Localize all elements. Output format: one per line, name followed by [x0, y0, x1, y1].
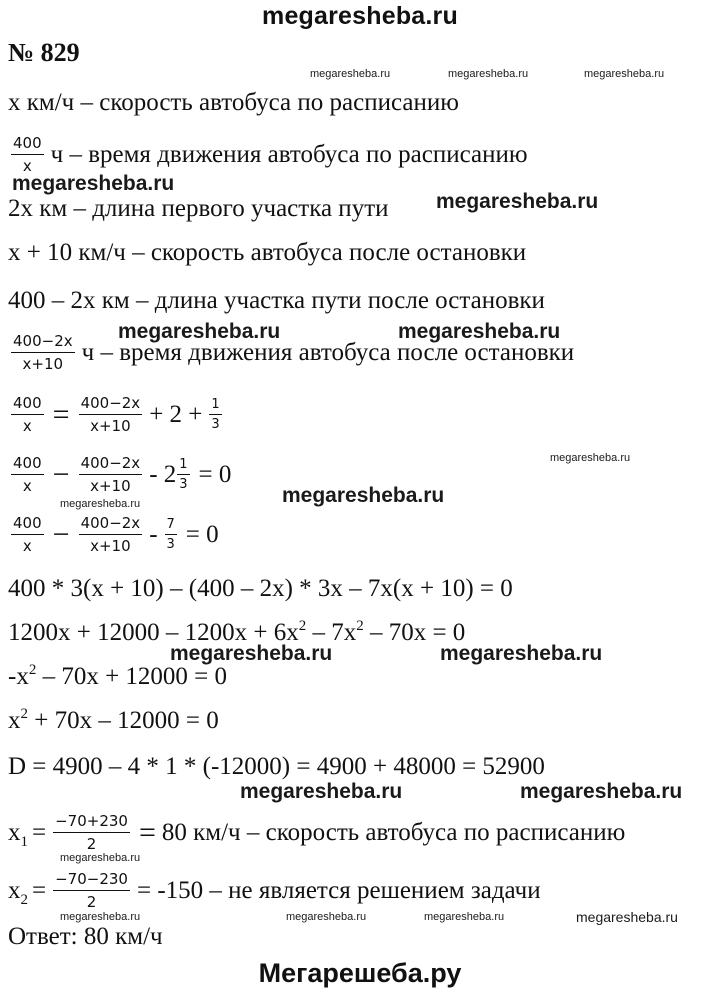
numerator: 1: [177, 457, 189, 475]
line-text: ч – время движения автобуса по расписанию: [50, 140, 528, 168]
line-text: 80 км/ч – скорость автобуса по расписанию: [161, 818, 626, 846]
line-text: - 2: [149, 460, 177, 488]
numerator: 1: [209, 397, 221, 415]
problem-number: № 829: [8, 38, 80, 67]
numerator: 400: [11, 454, 44, 475]
line-quadratic: [8, 706, 219, 736]
watermark: megaresheba.ru: [170, 642, 333, 665]
numerator: 400−2x: [11, 332, 75, 353]
fraction: [11, 454, 44, 495]
line-text: = 0: [185, 520, 219, 548]
numerator: 400: [11, 134, 44, 155]
line-first-segment: [8, 194, 389, 224]
fraction: [11, 134, 44, 175]
watermark: megaresheba.ru: [60, 852, 141, 864]
denominator: x+10: [22, 355, 64, 373]
denominator: 3: [179, 477, 188, 492]
line-text: + 2 +: [149, 400, 203, 428]
answer: [8, 922, 163, 952]
operator: =: [52, 397, 70, 431]
fraction: [79, 454, 143, 495]
site-footer: Мегарешеба.ру: [258, 958, 462, 988]
watermark: megaresheba.ru: [520, 780, 683, 803]
line-discriminant: [8, 752, 545, 782]
watermark: megaresheba.ru: [286, 911, 367, 923]
fraction: [209, 397, 221, 432]
numerator: −70−230: [53, 870, 130, 891]
line-text: 400 * 3(x + 10) – (400 – 2x) * 3x – 7x(x + 10) = 0: [8, 575, 513, 602]
watermark: megaresheba.ru: [424, 911, 505, 923]
numerator: 400−2x: [79, 454, 143, 475]
line-time-after-stop: [8, 332, 574, 373]
line-root-2: [8, 870, 541, 911]
watermark: megaresheba.ru: [12, 172, 175, 195]
numerator: 400−2x: [79, 514, 143, 535]
watermark: megaresheba.ru: [550, 452, 631, 464]
denominator: x+10: [90, 537, 131, 555]
watermark: megaresheba.ru: [240, 780, 403, 803]
fraction: [177, 457, 189, 492]
watermark: megaresheba.ru: [436, 190, 599, 213]
line-text: = 0: [198, 460, 232, 488]
watermark: megaresheba.ru: [584, 68, 665, 80]
line-expanded: [8, 574, 513, 604]
numerator: 400: [11, 514, 44, 535]
watermark: megaresheba.ru: [60, 498, 141, 510]
fraction: [79, 514, 143, 555]
denominator: 3: [166, 537, 175, 552]
numerator: −70+230: [53, 812, 130, 833]
line-root-1: [8, 812, 625, 853]
watermark: megaresheba.ru: [282, 484, 445, 507]
line-text: $1200x + 12000 - 1200x + 6x^2 - 7x^2 - 70x = 0$: [8, 618, 466, 646]
line-time-schedule: [8, 134, 528, 175]
line-speed-schedule: [8, 88, 459, 118]
denominator: 3: [211, 417, 220, 432]
answer-text: Ответ: 80 км/ч: [8, 923, 163, 950]
fraction: [11, 514, 44, 555]
root-variable: $x_2$: [8, 876, 28, 908]
fraction: [79, 394, 143, 435]
fraction: [11, 332, 75, 373]
denominator: x: [22, 417, 32, 435]
line-speed-after-stop: [8, 238, 526, 268]
line-quadratic-neg: [8, 662, 227, 692]
line-segment-after-stop: [8, 286, 545, 316]
operator: =: [32, 876, 47, 904]
mixed-number: [145, 457, 192, 492]
fraction: [165, 517, 177, 552]
watermark: megaresheba.ru: [440, 642, 603, 665]
denominator: x: [22, 537, 32, 555]
operator: =: [32, 818, 47, 846]
equation-1: [8, 394, 225, 435]
site-header: megaresheba.ru: [262, 2, 458, 30]
numerator: 400: [11, 394, 44, 415]
equation-3: [8, 514, 219, 555]
denominator: x: [22, 477, 32, 495]
watermark: megaresheba.ru: [448, 68, 529, 80]
line-text: $x^2 + 70x - 12000 = 0$: [8, 706, 219, 734]
denominator: 2: [86, 893, 97, 911]
denominator: x+10: [90, 417, 131, 435]
watermark: megaresheba.ru: [576, 909, 678, 925]
line-text: 2x км – длина первого участка пути: [8, 195, 389, 222]
operator: =: [138, 815, 156, 849]
watermark: megaresheba.ru: [118, 320, 281, 343]
denominator: x: [22, 157, 32, 175]
line-text: ч – время движения автобуса после остановки: [81, 338, 575, 366]
equation-2: [8, 454, 231, 495]
watermark: megaresheba.ru: [398, 320, 561, 343]
fraction: [53, 812, 130, 853]
fraction: [53, 870, 130, 911]
line-text: 400 – 2x км – длина участка пути после остановки: [8, 287, 545, 314]
line-text: -: [149, 520, 158, 548]
numerator: 400−2x: [79, 394, 143, 415]
root-variable: $x_1$: [8, 818, 28, 850]
line-text: x км/ч – скорость автобуса по расписанию: [8, 89, 459, 116]
line-text: x + 10 км/ч – скорость автобуса после остановки: [8, 239, 527, 266]
line-text: D = 4900 – 4 * 1 * (-12000) = 4900 + 48000 = 52900: [8, 753, 545, 780]
denominator: x+10: [90, 477, 131, 495]
operator: −: [52, 457, 70, 491]
line-text: = -150 – не является решением задачи: [136, 876, 541, 904]
numerator: 7: [165, 517, 177, 535]
watermark: megaresheba.ru: [60, 911, 141, 923]
denominator: 2: [86, 835, 97, 853]
operator: −: [52, 517, 70, 551]
line-text: $-x^2 - 70x + 12000 = 0$: [8, 662, 228, 690]
watermark: megaresheba.ru: [310, 68, 391, 80]
fraction: [11, 394, 44, 435]
